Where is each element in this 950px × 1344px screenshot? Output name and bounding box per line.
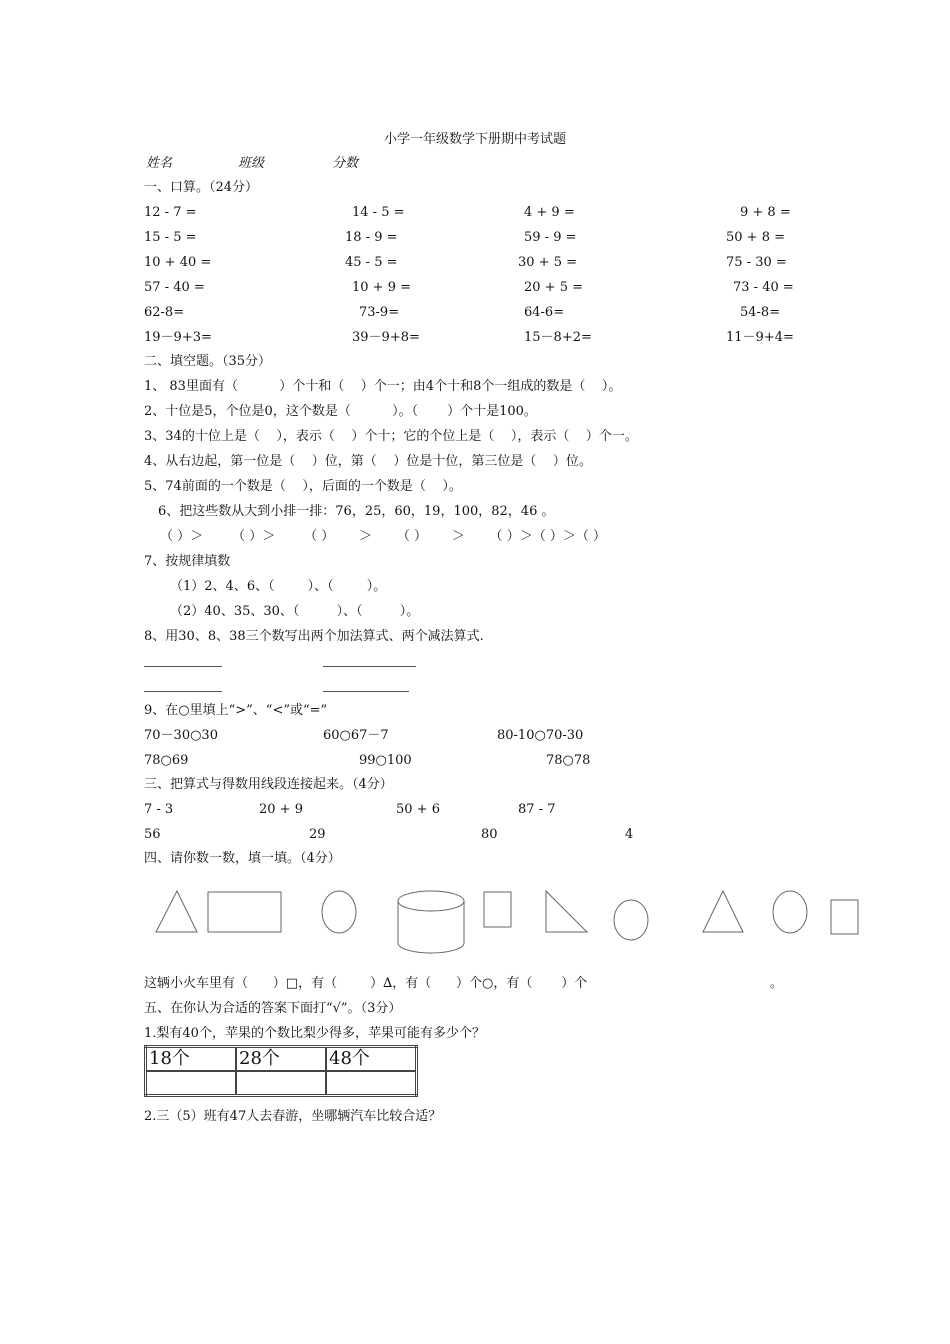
question-5-1: 1.梨有40个，苹果的个数比梨少得多，苹果可能有多少个？	[144, 1026, 485, 1041]
calc-item: 12 - 7 =	[144, 205, 197, 220]
count-sentence-end: 。	[770, 976, 784, 991]
calc-item: 62-8=	[144, 305, 185, 320]
calc-item: 18 - 9 =	[345, 230, 398, 245]
calc-item: 14 - 5 =	[352, 205, 405, 220]
calc-item: 10 + 9 =	[352, 280, 411, 295]
match-result: 80	[481, 827, 498, 842]
section-5-heading: 五、在你认为合适的答案下面打“√”。（3分）	[144, 1001, 402, 1016]
check-cell[interactable]	[146, 1071, 237, 1096]
triangle-shape	[703, 891, 743, 932]
calc-item: 30 + 5 =	[518, 255, 577, 270]
calc-item: 19－9+3=	[144, 330, 212, 345]
calc-item: 15－8+2=	[524, 330, 592, 345]
sequence-2: （2）40、35、30、（ ）、（ ）。	[170, 604, 420, 619]
square-shape	[484, 892, 511, 927]
calc-item: 75 - 30 =	[726, 255, 787, 270]
section-1-heading: 一、口算。（24分）	[144, 180, 259, 195]
option-cell: 18个	[146, 1047, 237, 1072]
question-5-2: 2.三（5）班有47人去春游，坐哪辆汽车比较合适？	[144, 1109, 442, 1124]
compare-item: 78○78	[546, 753, 591, 768]
score-label: 分数	[332, 156, 359, 171]
match-result: 4	[625, 827, 634, 842]
question-2-2: 2、十位是5，个位是0，这个数是（ ）。（ ）个十是100。	[144, 404, 537, 419]
calc-item: 57 - 40 =	[144, 280, 205, 295]
compare-item: 60○67－7	[323, 728, 389, 743]
oval-shape	[322, 891, 356, 933]
right-triangle-shape	[546, 891, 587, 932]
calc-item: 11－9+4=	[726, 330, 794, 345]
question-2-1: 1、 83里面有（ ）个十和（ ）个一；由4个十和8个一组成的数是（ ）。	[144, 379, 622, 394]
match-expression: 87 - 7	[518, 802, 556, 817]
compare-item: 80-10○70-30	[497, 728, 584, 743]
question-2-9: 9、在○里填上“>”、“<”或“=”	[144, 703, 328, 718]
square-shape	[831, 900, 858, 934]
match-expression: 20 + 9	[259, 802, 303, 817]
compare-item: 70－30○30	[144, 728, 218, 743]
question-2-3: 3、34的十位上是（ ），表示（ ）个十；它的个位上是（ ），表示（ ）个一。	[144, 429, 638, 444]
answer-line	[144, 666, 222, 667]
calc-item: 39－9+8=	[352, 330, 420, 345]
option-cell: 28个	[236, 1047, 326, 1072]
calc-item: 59 - 9 =	[524, 230, 577, 245]
cylinder-shape	[398, 891, 464, 953]
question-2-6: 6、把这些数从大到小排一排：76，25，60，19，100，82，46 。	[158, 504, 555, 519]
calc-item: 73 - 40 =	[733, 280, 794, 295]
match-expression: 50 + 6	[396, 802, 440, 817]
table-row	[146, 1071, 417, 1096]
oval-shape	[773, 891, 807, 933]
calc-item: 9 + 8 =	[740, 205, 791, 220]
calc-item: 20 + 5 =	[524, 280, 583, 295]
rectangle-shape	[208, 892, 281, 932]
shapes-train	[150, 880, 870, 958]
compare-item: 78○69	[144, 753, 189, 768]
calc-item: 4 + 9 =	[524, 205, 575, 220]
question-2-4: 4、从右边起，第一位是（ ）位，第（ ）位是十位，第三位是（ ）位。	[144, 454, 592, 469]
ordering-blanks: （ ）＞ （ ）＞ （ ） ＞ （ ） ＞ （ ）＞（ ）＞（ ）	[160, 529, 606, 544]
section-4-heading: 四、请你数一数，填一填。（4分）	[144, 851, 341, 866]
calc-item: 50 + 8 =	[726, 230, 785, 245]
page-title: 小学一年级数学下册期中考试题	[383, 132, 566, 147]
oval-shape	[614, 900, 648, 940]
check-cell[interactable]	[326, 1071, 417, 1096]
match-result: 29	[309, 827, 326, 842]
calc-item: 54-8=	[740, 305, 781, 320]
calc-item: 64-6=	[524, 305, 565, 320]
option-cell: 48个	[326, 1047, 417, 1072]
question-2-5: 5、74前面的一个数是（ ），后面的一个数是（ ）。	[144, 479, 462, 494]
name-label: 姓名	[146, 156, 173, 171]
answer-line	[144, 691, 222, 692]
match-result: 56	[144, 827, 161, 842]
answer-line	[323, 691, 409, 692]
section-2-heading: 二、填空题。（35分）	[144, 354, 272, 369]
calc-item: 73-9=	[359, 305, 400, 320]
triangle-shape	[156, 891, 197, 932]
sequence-1: （1）2、4、6、（ ）、（ ）。	[170, 579, 387, 594]
table-row	[146, 1047, 417, 1072]
answer-line	[323, 666, 416, 667]
check-cell[interactable]	[236, 1071, 326, 1096]
calc-item: 45 - 5 =	[345, 255, 398, 270]
calc-item: 10 + 40 =	[144, 255, 212, 270]
answer-table	[144, 1045, 418, 1097]
question-2-8: 8、用30、8、38三个数写出两个加法算式、两个减法算式.	[144, 629, 484, 644]
question-2-7: 7、按规律填数	[144, 554, 231, 569]
compare-item: 99○100	[359, 753, 412, 768]
count-sentence: 这辆小火车里有（ ）□，有（ ）∆，有（ ）个○，有（ ）个	[144, 976, 588, 991]
section-3-heading: 三、把算式与得数用线段连接起来。（4分）	[144, 777, 393, 792]
match-expression: 7 - 3	[144, 802, 174, 817]
calc-item: 15 - 5 =	[144, 230, 197, 245]
class-label: 班级	[238, 156, 265, 171]
